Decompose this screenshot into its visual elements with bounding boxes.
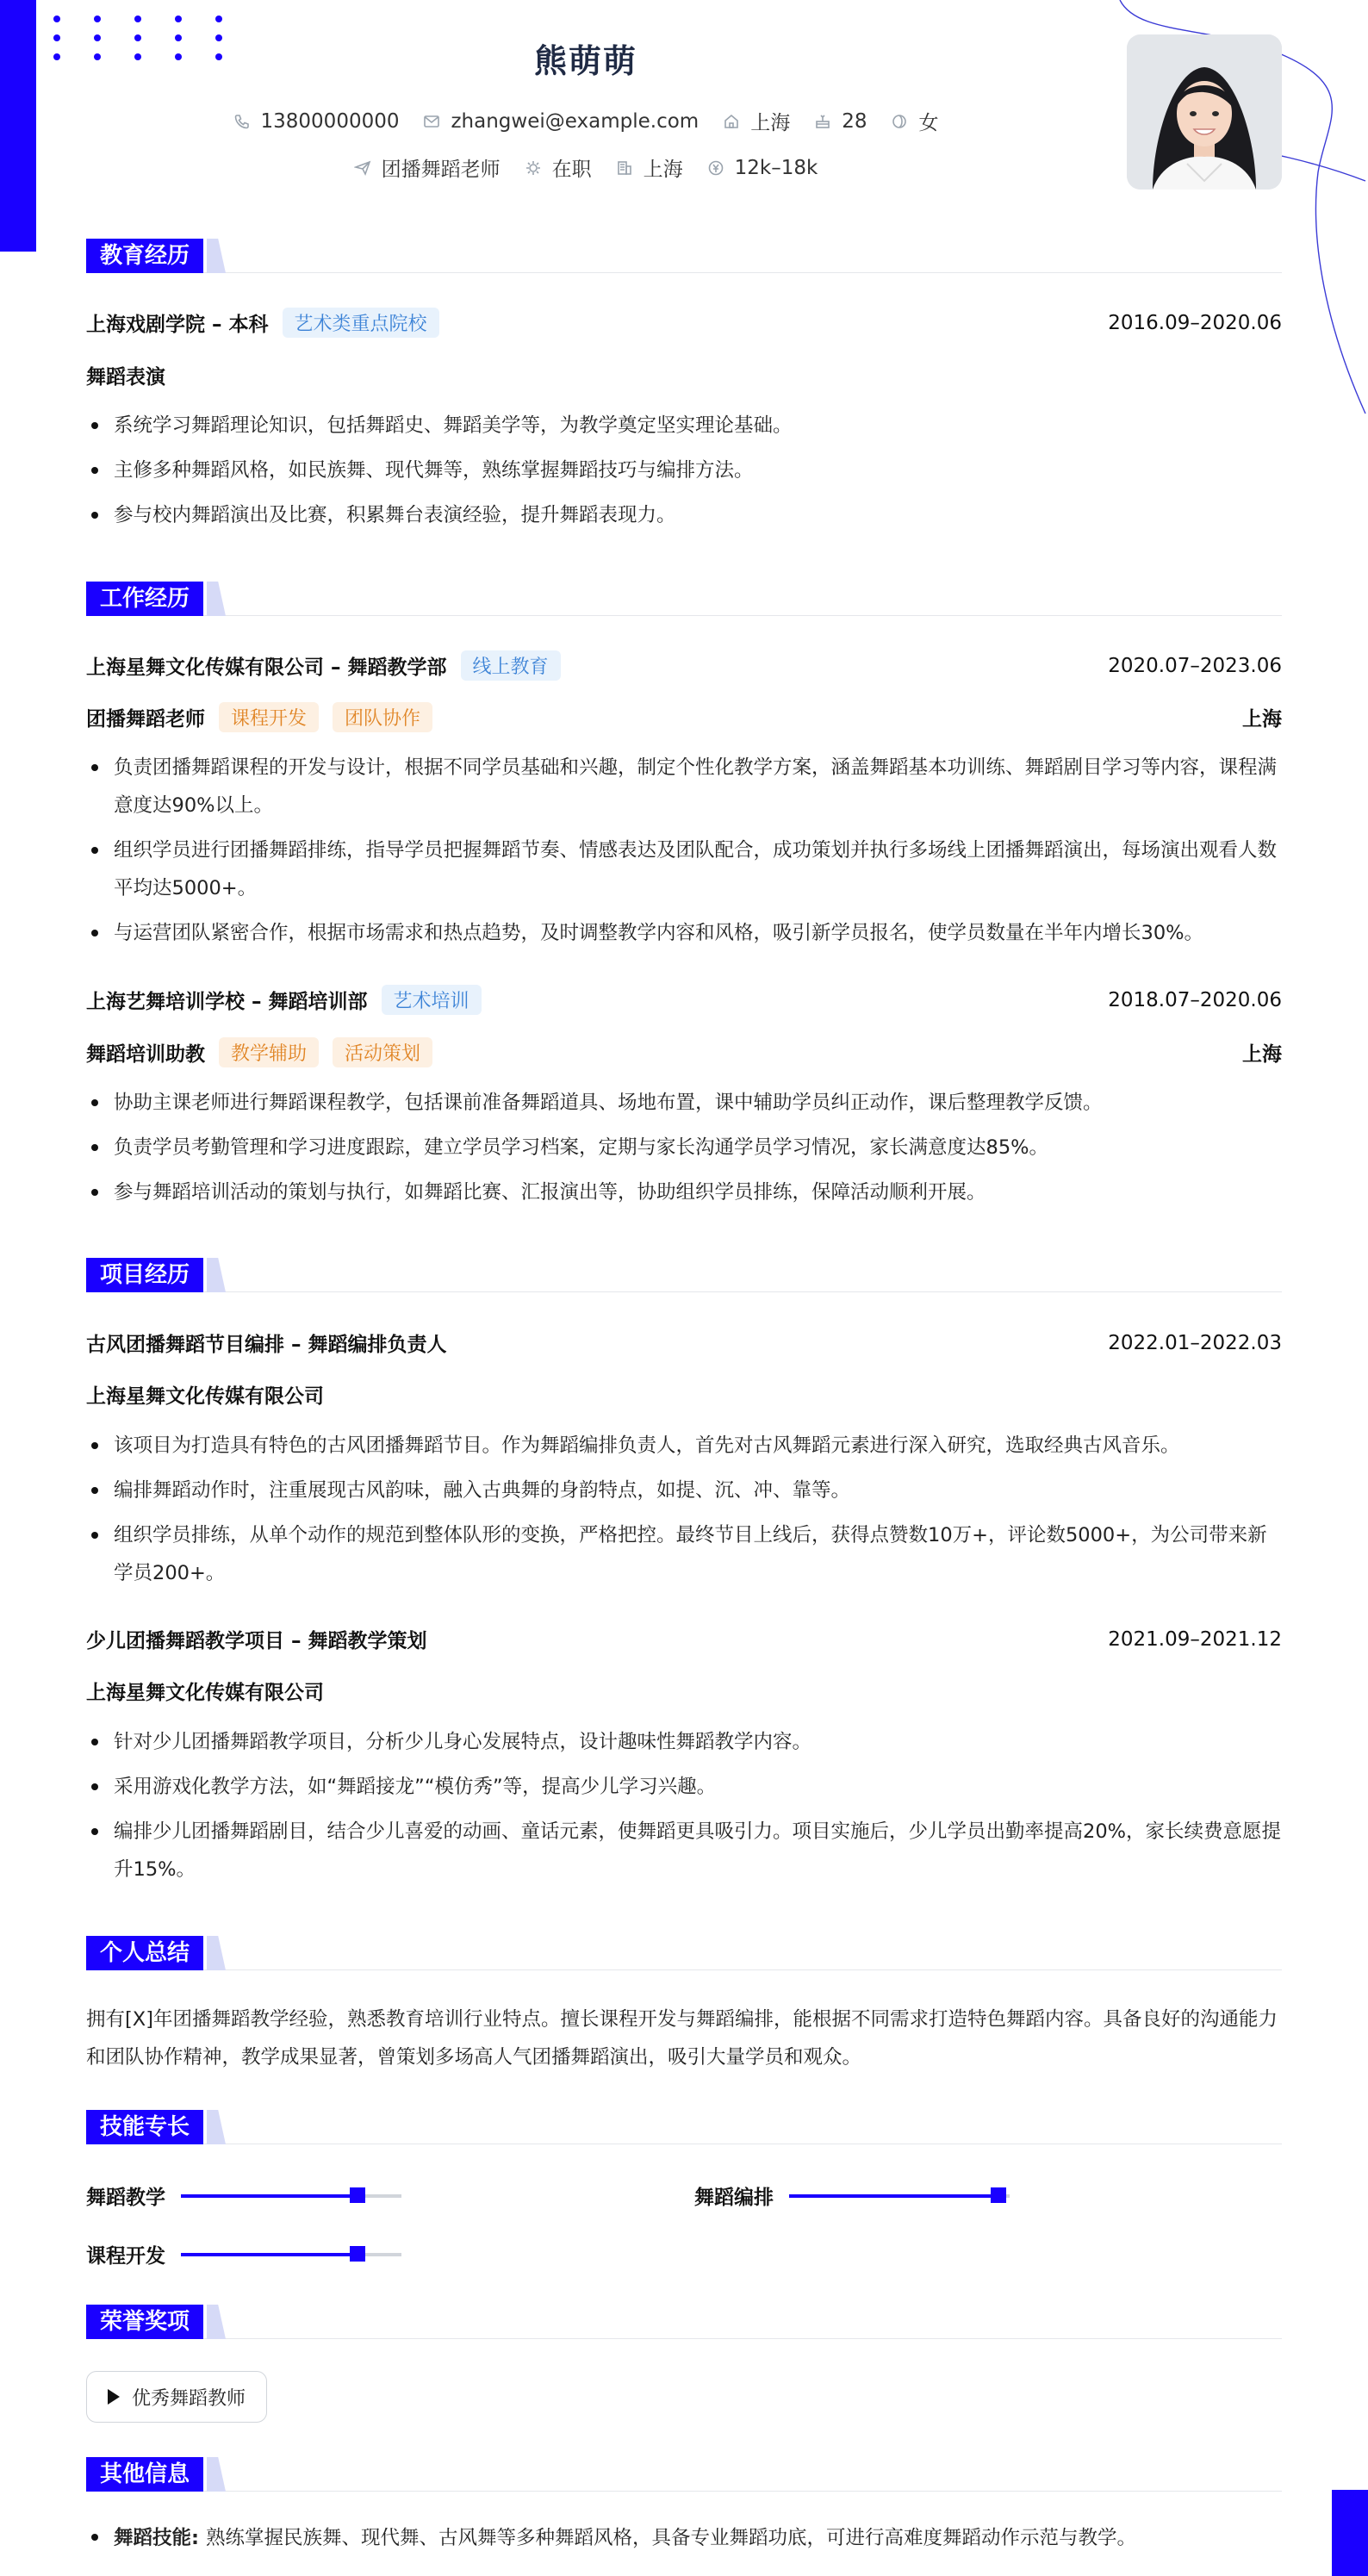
company-tag: 艺术培训 xyxy=(382,985,482,1015)
gender-icon xyxy=(891,113,908,130)
section-title-education: 教育经历 xyxy=(86,239,203,273)
section-title-summary: 个人总结 xyxy=(86,1936,203,1970)
school-tag: 艺术类重点院校 xyxy=(283,308,439,338)
list-item: 负责团播舞蹈课程的开发与设计，根据不同学员基础和兴趣，制定个性化教学方案，涵盖舞蹈基本功训练、舞蹈剧目学习等内容，课程满意度达90%以上。 xyxy=(86,749,1282,824)
candidate-name: 熊萌萌 xyxy=(533,42,637,80)
section-projects xyxy=(86,1258,1282,1292)
list-item: 参与校内舞蹈演出及比赛，积累舞台表演经验，提升舞蹈表现力。 xyxy=(86,496,1282,534)
project-1-bullets xyxy=(86,1427,1282,1599)
decoration-dot xyxy=(134,16,141,22)
salary-item xyxy=(707,153,818,182)
profile-photo xyxy=(1127,34,1282,190)
decoration-dot xyxy=(94,16,101,22)
bottom-right-accent xyxy=(1332,2490,1368,2576)
role-tag: 活动策划 xyxy=(333,1037,432,1067)
project-2-bullets xyxy=(86,1723,1282,1895)
skill-level-knob xyxy=(350,2187,365,2203)
skill-level-fill xyxy=(789,2194,998,2198)
skill-item xyxy=(86,2240,401,2268)
work-1-bullets xyxy=(86,749,1282,959)
role-name: 团播舞蹈老师 xyxy=(86,708,205,731)
age-item xyxy=(814,107,867,135)
section-title-work: 工作经历 xyxy=(86,582,203,616)
major-row xyxy=(86,361,1282,389)
skill-level-bar xyxy=(789,2194,1010,2198)
section-title-skills: 技能专长 xyxy=(86,2110,203,2144)
company-tag: 线上教育 xyxy=(461,650,561,681)
skill-item xyxy=(86,2181,401,2210)
hometown-item xyxy=(723,107,790,135)
list-item: 组织学员进行团播舞蹈排练，指导学员把握舞蹈节奏、情感表达及团队配合，成功策划并执行多场线上团播舞蹈演出，每场演出观看人数平均达5000+。 xyxy=(86,831,1282,907)
section-summary xyxy=(86,1936,1282,1970)
role-tag: 教学辅助 xyxy=(219,1037,319,1067)
project-1-company-row xyxy=(86,1380,1282,1409)
list-item: 编排少儿团播舞蹈剧目，结合少儿喜爱的动画、童话元素，使舞蹈更具吸引力。项目实施后，少儿学员出勤率提高20%，家长续费意愿提升15%。 xyxy=(86,1813,1282,1888)
section-tab-decoration xyxy=(207,239,226,273)
skill-name: 舞蹈编排 xyxy=(694,2187,774,2209)
section-title-projects: 项目经历 xyxy=(86,1258,203,1292)
list-item: 负责学员考勤管理和学习进度跟踪，建立学员学习档案，定期与家长沟通学员学习情况，家长满意度达85%。 xyxy=(86,1129,1282,1167)
building-icon xyxy=(616,159,633,177)
section-tab-decoration xyxy=(207,2110,226,2144)
decoration-dot xyxy=(53,16,60,22)
section-title-other: 其他信息 xyxy=(86,2457,203,2492)
status-text: 在职 xyxy=(551,159,592,181)
send-icon xyxy=(354,159,371,177)
summary-text: 拥有[X]年团播舞蹈教学经验，熟悉教育培训行业特点。擅长课程开发与舞蹈编排，能根据不同需求打造特色舞蹈内容。具备良好的沟通能力和团队协作精神，教学成果显著，曾策划多场高人气团播舞蹈演出，吸引大量学员和观众。 xyxy=(86,2008,1278,2069)
skill-level-bar xyxy=(181,2194,401,2198)
job-info-row xyxy=(0,153,1172,182)
phone-icon xyxy=(233,113,251,130)
section-other xyxy=(86,2457,1282,2492)
project-title: 少儿团播舞蹈教学项目 – 舞蹈教学策划 xyxy=(86,1630,427,1652)
salary-icon xyxy=(707,159,724,177)
section-title-awards: 荣誉奖项 xyxy=(86,2305,203,2339)
section-tab-decoration xyxy=(207,2457,226,2492)
play-icon xyxy=(108,2389,120,2405)
project-date: 2022.01–2022.03 xyxy=(1108,1331,1282,1354)
company-name: 上海艺舞培训学校 – 舞蹈培训部 xyxy=(86,991,368,1013)
school-name: 上海戏剧学院 – 本科 xyxy=(86,314,269,336)
status-item xyxy=(525,153,592,182)
role-tag: 团队协作 xyxy=(333,702,432,732)
skill-name: 课程开发 xyxy=(86,2245,165,2268)
education-date: 2016.09–2020.06 xyxy=(1108,311,1282,334)
section-education xyxy=(86,239,1282,273)
list-item: 系统学习舞蹈理论知识，包括舞蹈史、舞蹈美学等，为教学奠定坚实理论基础。 xyxy=(86,407,1282,445)
company-name: 上海星舞文化传媒有限公司 – 舞蹈教学部 xyxy=(86,656,447,679)
mail-icon xyxy=(423,113,440,130)
project-title: 古风团播舞蹈节目编排 – 舞蹈编排负责人 xyxy=(86,1334,447,1356)
target-job-text: 团播舞蹈老师 xyxy=(381,159,501,181)
skill-name: 舞蹈教学 xyxy=(86,2187,165,2209)
award-label: 优秀舞蹈教师 xyxy=(132,2387,246,2410)
target-city-item xyxy=(616,153,683,182)
section-skills xyxy=(86,2110,1282,2144)
project-company: 上海星舞文化传媒有限公司 xyxy=(86,1385,324,1408)
home-icon xyxy=(723,113,740,130)
list-item: 该项目为打造具有特色的古风团播舞蹈节目。作为舞蹈编排负责人，首先对古风舞蹈元素进行深入研究，选取经典古风音乐。 xyxy=(86,1427,1282,1465)
project-2-header xyxy=(86,1625,1282,1653)
section-work xyxy=(86,582,1282,616)
email-item xyxy=(423,107,699,135)
age-text: 28 xyxy=(842,109,867,133)
cake-icon xyxy=(814,113,831,130)
other-info-text: 熟练掌握民族舞、现代舞、古风舞等多种舞蹈风格，具备专业舞蹈功底，可进行高难度舞蹈动作示范与教学。 xyxy=(206,2527,1137,2549)
work-2-role-row xyxy=(86,1037,1282,1067)
status-icon xyxy=(525,159,542,177)
list-item: 协助主课老师进行舞蹈课程教学，包括课前准备舞蹈道具、场地布置，课中辅助学员纠正动作，课后整理教学反馈。 xyxy=(86,1084,1282,1122)
section-tab-decoration xyxy=(207,582,226,616)
role-tag: 课程开发 xyxy=(219,702,319,732)
role-name: 舞蹈培训助教 xyxy=(86,1043,205,1066)
work-date: 2020.07–2023.06 xyxy=(1108,654,1282,677)
list-item: 与运营团队紧密合作，根据市场需求和热点趋势，及时调整教学内容和风格，吸引新学员报名，使学员数量在半年内增长30%。 xyxy=(86,914,1282,952)
target-job-item xyxy=(354,153,501,182)
section-tab-decoration xyxy=(207,2305,226,2339)
phone-text: 13800000000 xyxy=(260,109,400,133)
work-place: 上海 xyxy=(1242,1043,1282,1066)
skill-level-bar xyxy=(181,2253,401,2256)
project-2-company-row xyxy=(86,1677,1282,1705)
contact-info-row xyxy=(0,107,1172,135)
work-date: 2018.07–2020.06 xyxy=(1108,988,1282,1011)
gender-item xyxy=(891,107,938,135)
list-item: 针对少儿团播舞蹈教学项目，分析少儿身心发展特点，设计趣味性舞蹈教学内容。 xyxy=(86,1723,1282,1761)
section-tab-decoration xyxy=(207,1936,226,1970)
list-item: 编排舞蹈动作时，注重展现古风韵味，融入古典舞的身韵特点，如提、沉、冲、靠等。 xyxy=(86,1472,1282,1509)
phone-item xyxy=(233,107,400,135)
project-1-header xyxy=(86,1328,1282,1357)
salary-text: 12k–18k xyxy=(734,156,818,179)
skill-level-knob xyxy=(350,2246,365,2262)
project-date: 2021.09–2021.12 xyxy=(1108,1627,1282,1651)
email-text: zhangwei@example.com xyxy=(451,109,700,133)
decoration-dot xyxy=(175,16,182,22)
list-item: 主修多种舞蹈风格，如民族舞、现代舞等，熟练掌握舞蹈技巧与编排方法。 xyxy=(86,451,1282,489)
education-header xyxy=(86,308,1282,338)
skill-item xyxy=(694,2181,1010,2210)
skill-level-fill xyxy=(181,2194,358,2198)
work-1-role-row xyxy=(86,702,1282,732)
skill-level-knob xyxy=(991,2187,1006,2203)
section-tab-decoration xyxy=(207,1258,226,1292)
target-city-text: 上海 xyxy=(643,159,683,181)
work-place: 上海 xyxy=(1242,708,1282,731)
other-info-item xyxy=(86,2523,1282,2550)
work-1-header xyxy=(86,650,1282,681)
decoration-dot xyxy=(215,16,222,22)
list-item: 组织学员排练，从单个动作的规范到整体队形的变换，严格把控。最终节目上线后，获得点赞数10万+，评论数5000+，为公司带来新学员200+。 xyxy=(86,1516,1282,1592)
award-badge[interactable] xyxy=(86,2371,267,2423)
section-awards xyxy=(86,2305,1282,2339)
other-info-label: 舞蹈技能: xyxy=(114,2527,199,2549)
project-company: 上海星舞文化传媒有限公司 xyxy=(86,1682,324,1704)
list-item: 采用游戏化教学方法，如“舞蹈接龙”“模仿秀”等，提高少儿学习兴趣。 xyxy=(86,1768,1282,1806)
gender-text: 女 xyxy=(918,112,939,134)
major-name: 舞蹈表演 xyxy=(86,366,165,389)
work-2-header xyxy=(86,985,1282,1015)
work-2-bullets xyxy=(86,1084,1282,1218)
skill-level-fill xyxy=(181,2253,358,2256)
education-bullets xyxy=(86,407,1282,541)
list-item: 参与舞蹈培训活动的策划与执行，如舞蹈比赛、汇报演出等，协助组织学员排练，保障活动顺利开展。 xyxy=(86,1173,1282,1211)
portrait-illustration xyxy=(1127,34,1282,190)
hometown-text: 上海 xyxy=(750,112,791,134)
